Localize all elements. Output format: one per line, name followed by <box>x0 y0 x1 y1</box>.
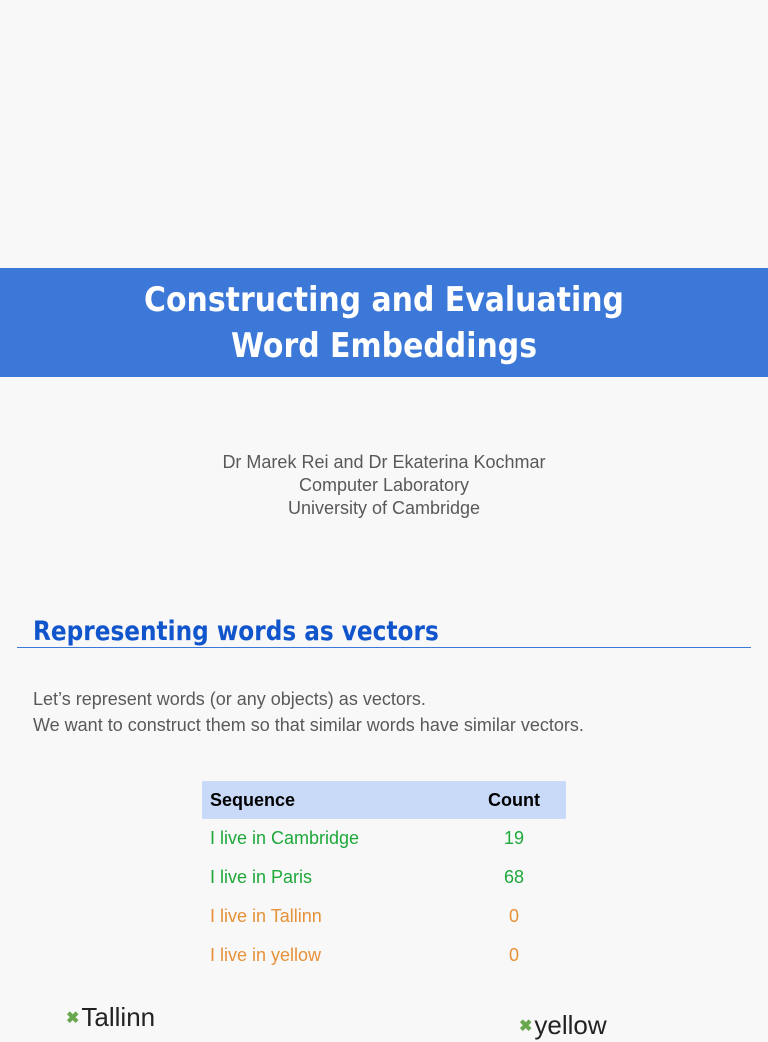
yellow-text: yellow <box>534 1010 607 1040</box>
sequence-count-table <box>202 781 566 975</box>
title-line-2: Word Embeddings <box>230 326 538 366</box>
department: Computer Laboratory <box>298 475 470 495</box>
university: University of Cambridge <box>287 498 481 518</box>
x-marker-icon: ✖ <box>66 1010 80 1028</box>
intro-line-2: We want to construct them so that similar words have similar vectors. <box>33 715 584 735</box>
tallinn-text: Tallinn <box>81 1002 156 1032</box>
table-header <box>202 781 566 819</box>
row-sequence: I live in yellow <box>210 945 322 965</box>
authors: Dr Marek Rei and Dr Ekaterina Kochmar <box>222 452 546 472</box>
header-count: Count <box>488 789 540 810</box>
header-sequence: Sequence <box>210 789 296 810</box>
row-count: 0 <box>508 906 519 926</box>
row-sequence: I live in Tallinn <box>210 906 322 926</box>
vector-space-plot-preview <box>0 998 768 1040</box>
table-row <box>202 819 566 858</box>
row-count: 0 <box>508 945 519 965</box>
section-heading: Representing words as vectors <box>33 616 439 647</box>
row-count: 19 <box>503 828 525 848</box>
row-sequence: I live in Cambridge <box>210 828 360 848</box>
table-row <box>202 858 566 897</box>
row-sequence: I live in Paris <box>210 867 313 887</box>
table-row <box>202 897 566 936</box>
intro-line-1: Let’s represent words (or any objects) as vectors. <box>33 689 426 709</box>
plot-label-yellow <box>519 1010 607 1042</box>
x-marker-icon: ✖ <box>519 1018 533 1036</box>
title-line-1: Constructing and Evaluating <box>144 280 624 320</box>
row-count: 68 <box>503 867 525 887</box>
table-row <box>202 936 566 975</box>
plot-label-tallinn <box>66 1002 155 1034</box>
heading-rule <box>17 647 751 648</box>
